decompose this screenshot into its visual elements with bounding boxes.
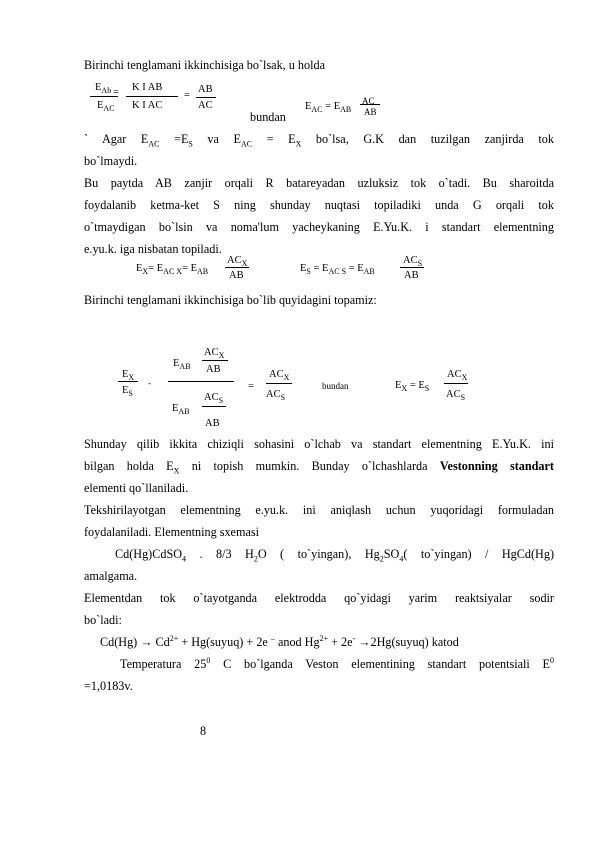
eq2-num: AC: [362, 96, 375, 106]
para2-line-1: Bu paytda AB zanjir orqali R batareyadan uzluksiz tok o`tadi. Bu sharoitda: [84, 176, 554, 190]
scheme-line-2: amalgama.: [84, 569, 138, 583]
eq4-lhs: $E_S = E_{AC S} = E_{AB}$: [300, 263, 375, 277]
eq5-equals: =: [248, 381, 254, 392]
para2-line-4: e.yu.k. iga nisbatan topiladi.: [84, 242, 222, 256]
temperature-line: Temperatura $25^0$ C bo`lganda Veston elementining standart potentsiali $E^0$: [120, 655, 554, 671]
eq5-f1-den: $E_S$: [122, 385, 133, 399]
bundan-label-1: bundan: [250, 110, 286, 124]
page-number: 8: [200, 724, 207, 738]
agar-line-2: bo`lmaydi.: [84, 154, 138, 168]
eq5-big-num-e: $E_{AB}$: [173, 358, 191, 372]
para4-line-1: Tekshirilayotgan elementning e.yu.k. ini aniqlash uchun yuqoridagi formuladan: [84, 503, 554, 517]
eq1-lhs-den: $E_{AC}$: [97, 100, 115, 114]
eq5-big-den-fn: $AC_S$: [204, 392, 224, 406]
para6-line-1: Elementdan tok o`tayotganda elektrodda qo`yidagi yarim reaktsiyalar sodir: [84, 591, 554, 605]
eq5-big-num-fn: $AC_X$: [204, 347, 225, 361]
eq5-big-den-fd: AB: [205, 418, 220, 429]
para2-line-3: o`tmaydigan bo`lsin va noma'lum yacheykaning E.Yu.K. i standart elementning: [84, 220, 554, 234]
eq5-f3-den: $AC_S$: [266, 389, 286, 403]
para6-line-2: bo`ladi:: [84, 613, 122, 627]
eq1-equals: =: [113, 87, 119, 98]
eq2-den: AB: [364, 107, 377, 117]
agar-line: ` Agar $E_{AC} =E_S$ va $E_{AC} = E_X$ bo`lsa, G.K dan tuzilgan zanjirda tok: [84, 132, 554, 149]
eq1-mid-den: K I AC: [132, 100, 163, 111]
eq1-mid-num: K I AB: [132, 82, 163, 93]
para3-line-1: Shunday qilib ikkita chiziqli sohasini o`lchab va standart elementning E.Yu.K. ini: [84, 437, 554, 451]
eq3-lhs: $E_X= E_{AC X}= E_{AB}$: [136, 263, 209, 277]
eq5-minus: -: [148, 378, 151, 388]
eq5-res-lhs: $E_X = E_S$: [395, 380, 430, 394]
eq5-big-num-fd: AB: [206, 364, 221, 375]
para2-line-2: foydalanib ketma-ket S ning shunday nuqtasi topiladiki unda G orqali tok: [84, 198, 554, 212]
eq2-lhs: $E_{AC} = E_{AB}$: [305, 101, 352, 115]
eq3-den: AB: [229, 270, 244, 281]
eq4-den: AB: [404, 270, 419, 281]
temperature-line-2: =1,0183v.: [84, 679, 133, 693]
eq1-lhs-num: $E_{Ab}$: [95, 82, 112, 96]
eq5-f3-num: $AC_X$: [269, 369, 290, 383]
bundan-label-2: bundan: [322, 381, 349, 391]
eq1-equals-2: =: [184, 90, 190, 101]
eq5-res-num: $AC_X$: [447, 369, 468, 383]
scheme-line: Cd(Hg)CdSO$_4$ . 8/3 $H_2O$ ( to`yingan), $Hg_2SO_4$( to`yingan) / HgCd(Hg): [115, 547, 555, 564]
intro-line: Birinchi tenglamani ikkinchisiga bo`lsak, u holda: [84, 58, 325, 72]
para3-line-3: elementi qo`llaniladi.: [84, 481, 189, 495]
para3-line-2: bilgan holda $E_X$ ni topish mumkin. Bunday o`lchashlarda Vestonning standart: [84, 459, 554, 476]
eq5-big-den-e: $E_{AB}$: [172, 403, 190, 417]
eq5-res-den: $AC_S$: [446, 389, 466, 403]
eq1-rhs-den: AC: [198, 100, 213, 111]
eq5-f1-num: $E_X$: [122, 369, 135, 383]
eq3-num: $AC_X$: [227, 255, 248, 269]
eq4-num: $AC_S$: [403, 255, 423, 269]
para4-line-2: foydalaniladi. Elementning sxemasi: [84, 525, 259, 539]
half-reactions: $Cd(Hg) \to Cd^{2+}$ + Hg(suyuq) + 2e – anod $Hg^{2+} + 2e^-$ →2Hg(suyuq) katod: [100, 633, 459, 649]
mid-line: Birinchi tenglamani ikkinchisiga bo`lib quyidagini topamiz:: [84, 293, 377, 307]
eq1-rhs-num: AB: [198, 84, 213, 95]
